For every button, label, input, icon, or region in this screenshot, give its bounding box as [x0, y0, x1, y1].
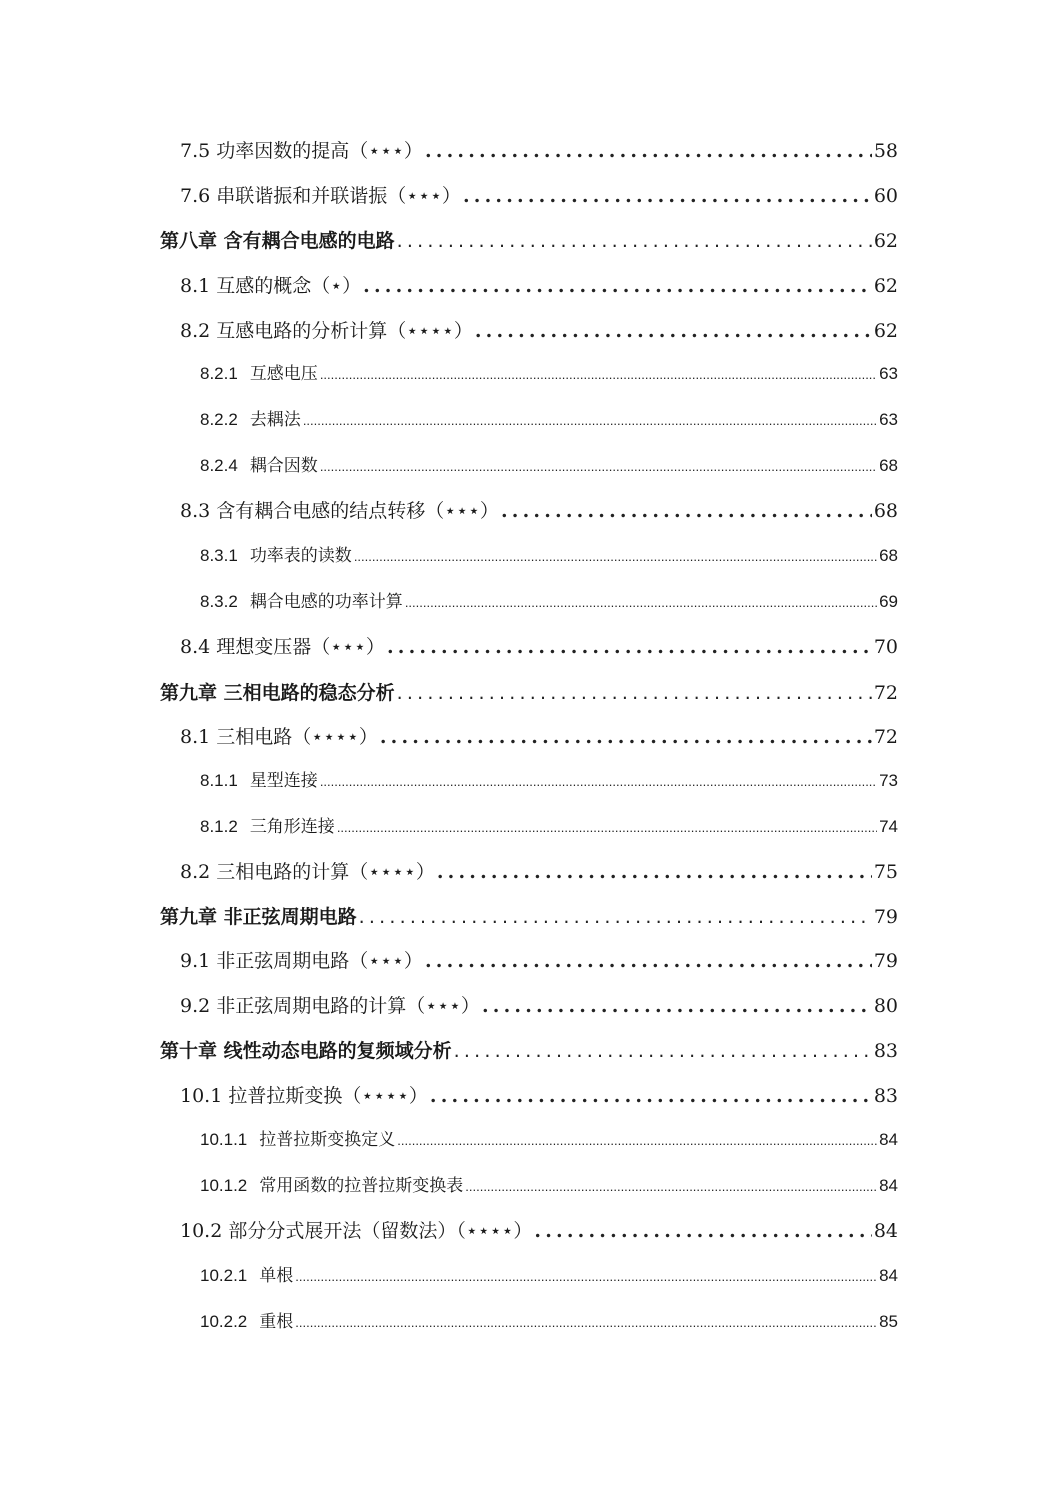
toc-entry-section[interactable]: [180, 632, 898, 659]
dot-leader: [387, 636, 872, 658]
toc-page-number: 84: [873, 1220, 898, 1242]
toc-entry-title: [200, 1261, 293, 1286]
toc-page-number: 63: [879, 410, 898, 429]
toc-page-number: 83: [873, 1040, 898, 1062]
toc-entry-label: 耦合电感的功率计算: [249, 592, 403, 612]
dot-leader: [337, 820, 877, 835]
toc-entry-chapter[interactable]: [160, 1036, 898, 1063]
toc-entry-title: 8.3 含有耦合电感的结点转移（⋆⋆⋆）: [180, 500, 499, 522]
toc-page-number: 80: [873, 995, 898, 1017]
dot-leader: [397, 1133, 877, 1148]
toc-entry-title: 8.1 互感的概念（⋆）: [180, 275, 362, 297]
toc-page-number: 84: [879, 1176, 898, 1195]
dot-leader: [397, 682, 872, 704]
dot-leader: [437, 861, 872, 883]
toc-page-number: 84: [879, 1266, 898, 1285]
toc-entry-title: 第八章 含有耦合电感的电路: [160, 230, 395, 252]
toc-page-number: 63: [879, 364, 898, 383]
toc-page-number: 85: [879, 1312, 898, 1331]
toc-entry-title: [200, 1171, 463, 1196]
toc-entry-label: 去耦法: [249, 410, 301, 430]
toc-entry-label: 单根: [259, 1266, 294, 1286]
toc-entry-title: 第九章 非正弦周期电路: [160, 906, 357, 928]
toc-entry-title: [200, 1125, 395, 1150]
dot-leader: [430, 1085, 872, 1107]
toc-entry-section[interactable]: [180, 181, 898, 208]
dot-leader: [475, 320, 872, 342]
toc-page-number: 62: [873, 275, 898, 297]
toc-entry-chapter[interactable]: [160, 226, 898, 253]
toc-entry-number: 10.1.1: [200, 1130, 248, 1149]
dot-leader: [454, 1040, 872, 1062]
dot-leader: [397, 230, 872, 252]
toc-entry-section[interactable]: [180, 1216, 898, 1243]
toc-entry-number: 8.2.1: [200, 364, 238, 383]
toc-entry-chapter[interactable]: [160, 678, 898, 705]
toc-entry-section[interactable]: [180, 946, 898, 973]
toc-entry-title: 10.2 部分分式展开法（留数法）（⋆⋆⋆⋆）: [180, 1220, 533, 1242]
dot-leader: [534, 1220, 871, 1242]
toc-page-number: 84: [879, 1130, 898, 1149]
toc-page-number: 62: [873, 320, 898, 342]
dot-leader: [320, 367, 877, 382]
toc-entry-title: 7.5 功率因数的提高（⋆⋆⋆）: [180, 140, 423, 162]
dot-leader: [380, 726, 872, 748]
toc-entry-title: [200, 541, 352, 566]
toc-entry-number: 8.2.2: [200, 410, 238, 429]
toc-entry-title: 第九章 三相电路的稳态分析: [160, 682, 395, 704]
toc-page-number: 68: [879, 456, 898, 475]
toc-entry-section[interactable]: [180, 136, 898, 163]
toc-entry-chapter[interactable]: [160, 902, 898, 929]
toc-entry-title: 7.6 串联谐振和并联谐振（⋆⋆⋆）: [180, 185, 461, 207]
toc-entry-sub[interactable]: [200, 1307, 898, 1332]
dot-leader: [295, 1315, 877, 1330]
toc-page-number: 70: [873, 636, 898, 658]
toc-entry-section[interactable]: [180, 316, 898, 343]
dot-leader: [320, 774, 877, 789]
toc-page-number: 74: [879, 817, 898, 836]
dot-leader: [463, 185, 872, 207]
toc-entry-section[interactable]: [180, 271, 898, 298]
toc-entry-sub[interactable]: [200, 812, 898, 837]
dot-leader: [363, 275, 872, 297]
toc-page-number: 69: [879, 592, 898, 611]
toc-entry-title: [200, 587, 403, 612]
toc-entry-title: [200, 766, 318, 791]
toc-page-number: 60: [873, 185, 898, 207]
toc-page-number: 83: [873, 1085, 898, 1107]
toc-entry-sub[interactable]: [200, 1261, 898, 1286]
dot-leader: [465, 1179, 877, 1194]
dot-leader: [295, 1269, 877, 1284]
toc-page-number: 73: [879, 771, 898, 790]
toc-entry-section[interactable]: [180, 722, 898, 749]
dot-leader: [482, 995, 872, 1017]
dot-leader: [359, 906, 872, 928]
toc-entry-title: 8.2 三相电路的计算（⋆⋆⋆⋆）: [180, 861, 435, 883]
toc-entry-title: 8.2 互感电路的分析计算（⋆⋆⋆⋆）: [180, 320, 473, 342]
toc-page-number: 72: [873, 682, 898, 704]
toc-entry-title: [200, 359, 318, 384]
toc-entry-number: 8.3.2: [200, 592, 238, 611]
toc-entry-label: 常用函数的拉普拉斯变换表: [259, 1176, 464, 1196]
toc-entry-title: [200, 451, 318, 476]
toc-entry-section[interactable]: [180, 857, 898, 884]
toc-entry-title: 9.2 非正弦周期电路的计算（⋆⋆⋆）: [180, 995, 480, 1017]
toc-entry-sub[interactable]: [200, 541, 898, 566]
toc-entry-section[interactable]: [180, 991, 898, 1018]
toc-entry-number: 8.2.4: [200, 456, 238, 475]
toc-page-number: 75: [873, 861, 898, 883]
dot-leader: [425, 950, 872, 972]
toc-entry-sub[interactable]: [200, 405, 898, 430]
toc-entry-label: 三角形连接: [249, 817, 335, 837]
toc-entry-sub[interactable]: [200, 451, 898, 476]
toc-entry-sub[interactable]: [200, 766, 898, 791]
toc-entry-number: 10.1.2: [200, 1176, 248, 1195]
dot-leader: [405, 595, 877, 610]
toc-entry-sub[interactable]: [200, 359, 898, 384]
toc-entry-number: 10.2.2: [200, 1312, 248, 1331]
toc-entry-number: 10.2.1: [200, 1266, 248, 1285]
toc-page-number: 72: [873, 726, 898, 748]
toc-entry-title: 10.1 拉普拉斯变换（⋆⋆⋆⋆）: [180, 1085, 428, 1107]
toc-entry-label: 耦合因数: [249, 456, 318, 476]
toc-page-number: 58: [873, 140, 898, 162]
toc-entry-number: 8.3.1: [200, 546, 238, 565]
dot-leader: [501, 500, 872, 522]
dot-leader: [303, 413, 877, 428]
toc-entry-section[interactable]: [180, 1081, 898, 1108]
toc-page-number: 62: [873, 230, 898, 252]
toc-entry-label: 星型连接: [249, 771, 318, 791]
dot-leader: [425, 140, 872, 162]
toc-entry-number: 8.1.2: [200, 817, 238, 836]
dot-leader: [354, 549, 877, 564]
toc-entry-number: 8.1.1: [200, 771, 238, 790]
toc-page-number: 68: [879, 546, 898, 565]
toc-entry-label: 功率表的读数: [249, 546, 352, 566]
toc-entry-label: 拉普拉斯变换定义: [259, 1130, 396, 1150]
toc-entry-title: [200, 812, 335, 837]
dot-leader: [320, 459, 877, 474]
toc-entry-sub[interactable]: [200, 587, 898, 612]
toc-entry-title: 9.1 非正弦周期电路（⋆⋆⋆）: [180, 950, 423, 972]
toc-entry-sub[interactable]: [200, 1125, 898, 1150]
toc-entry-sub[interactable]: [200, 1171, 898, 1196]
toc-page-number: 79: [873, 950, 898, 972]
toc-entry-title: 第十章 线性动态电路的复频域分析: [160, 1040, 452, 1062]
toc-entry-section[interactable]: [180, 496, 898, 523]
toc-entry-label: 重根: [259, 1312, 294, 1332]
toc-entry-label: 互感电压: [249, 364, 318, 384]
toc-page-number: 79: [873, 906, 898, 928]
toc-entry-title: [200, 1307, 293, 1332]
toc-entry-title: 8.1 三相电路（⋆⋆⋆⋆）: [180, 726, 378, 748]
toc-entry-title: [200, 405, 301, 430]
toc-page-number: 68: [873, 500, 898, 522]
toc-entry-title: 8.4 理想变压器（⋆⋆⋆）: [180, 636, 385, 658]
